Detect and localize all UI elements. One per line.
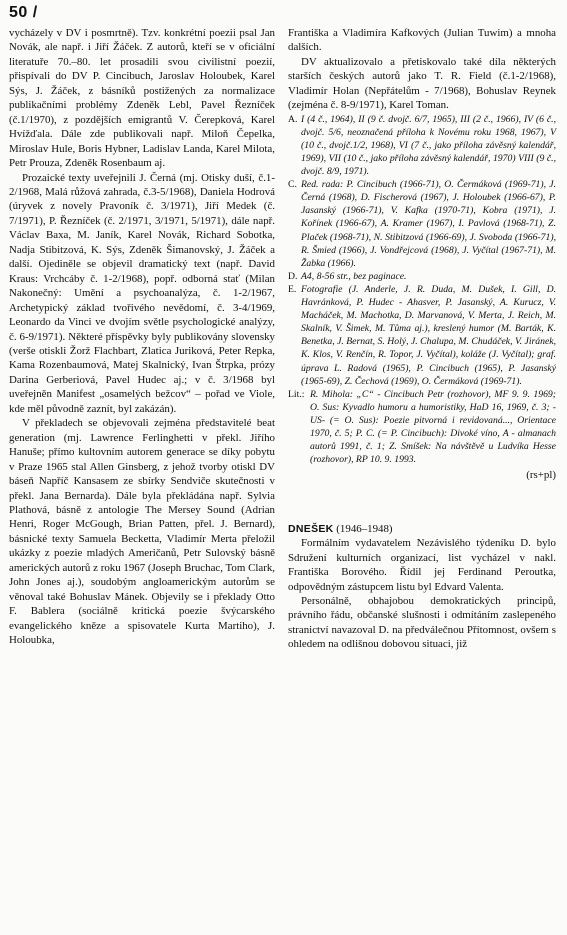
author-signature: (rs+pl) <box>526 469 556 482</box>
section-years: (1946–1948) <box>336 522 393 535</box>
left-paragraph-2: Prozaické texty uveřejnili J. Černá (mj. Otisky duší, č.1-2/1968, Malá růžová zahrada, č.3-5/1968), Daniela Hodrová (úryvek z novely Pravoník č. 3/1971), Jiří Medek (č. 7/1971), P. Řezníček (č. 2/1971, 3/1971, 5/1971), dále např. Václav Baxa, M. Janík, Karel Novák, Richard Sobotka, Nadja Stibitzová, K. Sýs, Zdeněk Šimanovský, J. Žáček a další. Ojediněle se objevil dramatický text (např. David Kraus: Vrchcáby č. 1-2/1968), popř. odborná stať (Milan Nakonečný: Umění a psychoanalýza, č. 1-2/1967, Archetypický základ tvořivého nevědomí, č. 3-4/1969, Leonardo da Vinci ve dvojím světle psychologické analýzy, č. 6-9/1971). Některé příspěvky byly publikovány slovensky (verše otiskli Žorž Flachbart, Zlatica Juriková, Peter Repka, Kama Rozenbaumová, Matej Skalnický, Ivan Štrpka, prózy Darina Gerberiová, Pavel Hudec aj.; v č. 3/1968 byl uveřejněn Manifest „osamelých bežcov“ – pořad ve Viole, kde měl původně zaznít, byl zakázán). <box>9 171 275 415</box>
reference-text: Red. rada: P. Cincibuch (1966-71), O. Čermáková (1969-71), J. Černá (1968), D. Fischerová (1967), J. Holoubek (1966-67), P. Jasanský (1966-71), V. Kafka (1970-71), Kobra (1971), J. Kořínek (1966-67), A. Kramer (1967), I. Pavlová (1968-71), Z. Plaček (1968-71), N. Stibitzová (1966-69), J. Svoboda (1966-71), R. Šmied (1966), J. Vondřejcová (1968), J. Vyčítal (1967-71), M. Žabka (1966). <box>301 179 556 269</box>
left-paragraph-3: V překladech se objevovali zejména představitelé beat generation (mj. Lawrence Ferlinghetti v překl. Jiřího Hanuše; přímo kultovním autorem generace se díky pobytu v Praze 1965 stal Allen Ginsberg, z jehož tvorby otiskl DV báseň Napříč Kansasem ze sbírky Sendviče skutečnosti v překl. Jana Bernarda). Dále byla překládána např. Sylvia Plathová, básně z antologie The Mersey Sound (Adrian Henri, Roger McGough, Brian Patten, přel. J. Bernard), básnické texty Samuela Becketta, Vladimír Merta přeložil ukázky z poezie mladých Američanů, Petr Sulovský básně amerických autorů z roku 1967 (Joseph Bruchac, Tom Clark, John Jones aj.), soudobým angloamerickým autorům se věnoval také Bohuslav Mánek. Objevily se i překlady Otto F. Bablera (sociálně kritická poezie švýcarského evangelického kněze a spisovatele Kurta Martiho), J. Holoubka, <box>9 417 275 647</box>
reference-item <box>288 388 556 467</box>
right-paragraph-4: Personálně, obhajobou demokratických principů, právního řádu, občanské slušnosti i odmítáním zaslepeného stranictví navazoval D. na předválečnou Přítomnost, ovšem s ohledem na odlišnou dobovou situaci, již <box>288 594 556 651</box>
reference-item <box>288 270 556 283</box>
left-paragraph-1: vycházely v DV i posmrtně). Tzv. konkrétní poezii psal Jan Novák, ale např. i Jiří Žáček. Z autorů, kteří se v oficiální literatuře 70.–80. let prosadili svou civilistní poezií, přispívali do DV P. Cincibuch, Jaroslav Holoubek, Karel Sýs, J. Žáček, z básníků postižených za normalizace publikačními problémy Zdeněk Lebl, Pavel Řezníček (č.1/1970), z pozdějších emigrantů V. Čerepková, Karel Hvížďala. Dále zde publikovali např. Miloň Čepelka, Miroslav Hule, Boris Hybner, Ladislav Landa, Karel Milota, Petr Prouza, Zdeněk Rosenbaum aj. <box>9 27 275 170</box>
reference-label: D. <box>288 270 298 282</box>
section-heading <box>288 522 556 536</box>
reference-item <box>288 178 556 270</box>
right-paragraph-3: Formálním vydavatelem Nezávislého týdeníku D. bylo Sdružení kulturních organizací, list vycházel v nakl. Františka Borového. Řídil jej Ferdinand Peroutka, odpovědným zástupcem listu byl Edvard Valenta. <box>288 537 556 593</box>
reference-item <box>288 283 556 388</box>
reference-text: Fotografie (J. Anderle, J. R. Duda, M. Dušek, I. Gill, D. Havránková, P. Hudec - Ahasver, P. Jasanský, A. Kurucz, V. Macháček, M. Machotka, D. Marvanová, V. Merta, J. Reich, M. Skalník, V. Šimek, M. Tůma aj.), kreslený humor (M. Barták, K. Benetka, J. Bernat, S. Holý, J. Chalupa, M. Chudáček, V. Jiránek, K. Klos, V. Renčín, R. Topor, J. Vyčítal), koláže (J. Vyčítal); graf. úprava L. Radová (1965), P. Cincibuch (1965), P. Jasanský (1965-69), Z. Čechová (1969), O. Čermáková (1969-71). <box>301 283 556 387</box>
reference-label: E. <box>288 283 297 295</box>
reference-list <box>288 113 556 467</box>
page-number: 50 / <box>9 4 38 21</box>
right-paragraph-2: DV aktualizovalo a přetiskovalo také díla některých starších českých autorů jako T. R. Field (č.1-2/1968), Vladimír Holan (Nepřátelům - 7/1968), Bohuslav Reynek (zejména č. 8-9/1971), Karel Toman. <box>288 55 556 112</box>
right-paragraph-1: Františka a Vladimíra Kafkových (Julian Tuwim) a mnoha dalších. <box>288 27 556 54</box>
reference-item <box>288 113 556 178</box>
reference-text: A4, 8-56 str., bez paginace. <box>301 270 407 282</box>
reference-label: C. <box>288 179 297 191</box>
reference-text: R. Mihola: „C“ - Cincibuch Petr (rozhovor), MF 9. 9. 1969; O. Sus: Kyvadlo humoru a humoristiky, HaD 16, 1969, č. 3; -US- (= O. Sus): Poezie pitvorná i revidovaná..., Orientace 1970, č. 5; P. C. (= P. Cincibuch): Divoké víno, A - almanach autorů 1991, č. 1; Z. Smíšek: Na návštěvě u Ludvíka Hesse (rozhovor), RP 10. 9. 1993. <box>310 388 556 466</box>
reference-label: A. <box>288 113 298 125</box>
section-gap <box>288 483 556 522</box>
left-column <box>9 26 275 647</box>
right-column <box>288 26 556 652</box>
section-title: DNEŠEK <box>288 522 334 535</box>
reference-text: I (4 č., 1964), II (9 č. dvojč. 6/7, 1965), III (2 č., 1966), IV (6 č., dvojč. 5/6, neoznačená příloha k Novému roku 1968, 1967), V (10 č., dvojč.1/2, 1968), VI (7 č., jako příloha závěsný kalendář, 1969), VII (10 č., jako příloha závěsný kalendář, 1970) VIII (9 č., dvojč. 8/9, 1971). <box>301 113 556 178</box>
reference-label: Lit.: <box>288 388 305 400</box>
